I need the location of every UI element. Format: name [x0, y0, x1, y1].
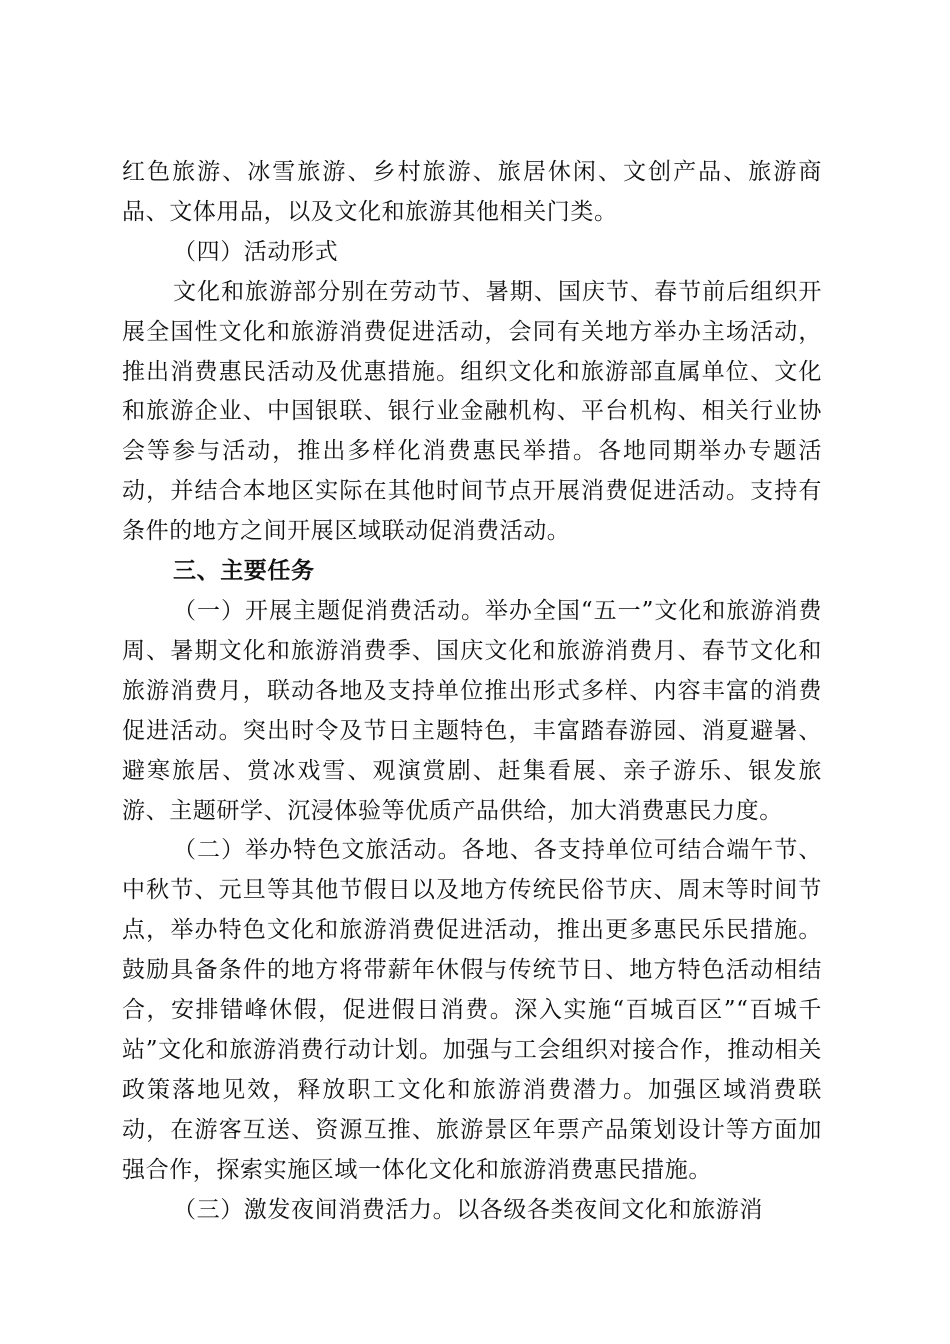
paragraph-continuation: 红色旅游、冰雪旅游、乡村旅游、旅居休闲、文创产品、旅游商品、文体用品，以及文化和旅游其他相关门类。	[122, 159, 822, 225]
section-heading-main-tasks: 三、主要任务	[173, 558, 315, 585]
subheading-activity-form: （四）活动形式	[173, 238, 339, 265]
document-body	[122, 153, 822, 1230]
paragraph-task-3: （三）激发夜间消费活力。以各级各类夜间文化和旅游消	[173, 1196, 763, 1223]
paragraph-task-1: （一）开展主题促消费活动。举办全国“五一”文化和旅游消费周、暑期文化和旅游消费季、国庆文化和旅游消费月、春节文化和旅游消费月，联动各地及支持单位推出形式多样、内容丰富的消费促进活动。突出时令及节日主题特色，丰富踏春游园、消夏避暑、避寒旅居、赏冰戏雪、观演赏剧、赶集看展、亲子游乐、银发旅游、主题研学、沉浸体验等优质产品供给，加大消费惠民力度。	[122, 597, 822, 824]
paragraph-activity-form: 文化和旅游部分别在劳动节、暑期、国庆节、春节前后组织开展全国性文化和旅游消费促进活动，会同有关地方举办主场活动，推出消费惠民活动及优惠措施。组织文化和旅游部直属单位、文化和旅游企业、中国银联、银行业金融机构、平台机构、相关行业协会等参与活动，推出多样化消费惠民举措。各地同期举办专题活动，并结合本地区实际在其他时间节点开展消费促进活动。支持有条件的地方之间开展区域联动促消费活动。	[122, 278, 822, 545]
paragraph-task-2: （二）举办特色文旅活动。各地、各支持单位可结合端午节、中秋节、元旦等其他节假日以及地方传统民俗节庆、周末等时间节点，举办特色文化和旅游消费促进活动，推出更多惠民乐民措施。鼓励具备条件的地方将带薪年休假与传统节日、地方特色活动相结合，安排错峰休假，促进假日消费。深入实施“百城百区”“百城千站”文化和旅游消费行动计划。加强与工会组织对接合作，推动相关政策落地见效，释放职工文化和旅游消费潜力。加强区域消费联动，在游客互送、资源互推、旅游景区年票产品策划设计等方面加强合作，探索实施区域一体化文化和旅游消费惠民措施。	[122, 837, 822, 1183]
